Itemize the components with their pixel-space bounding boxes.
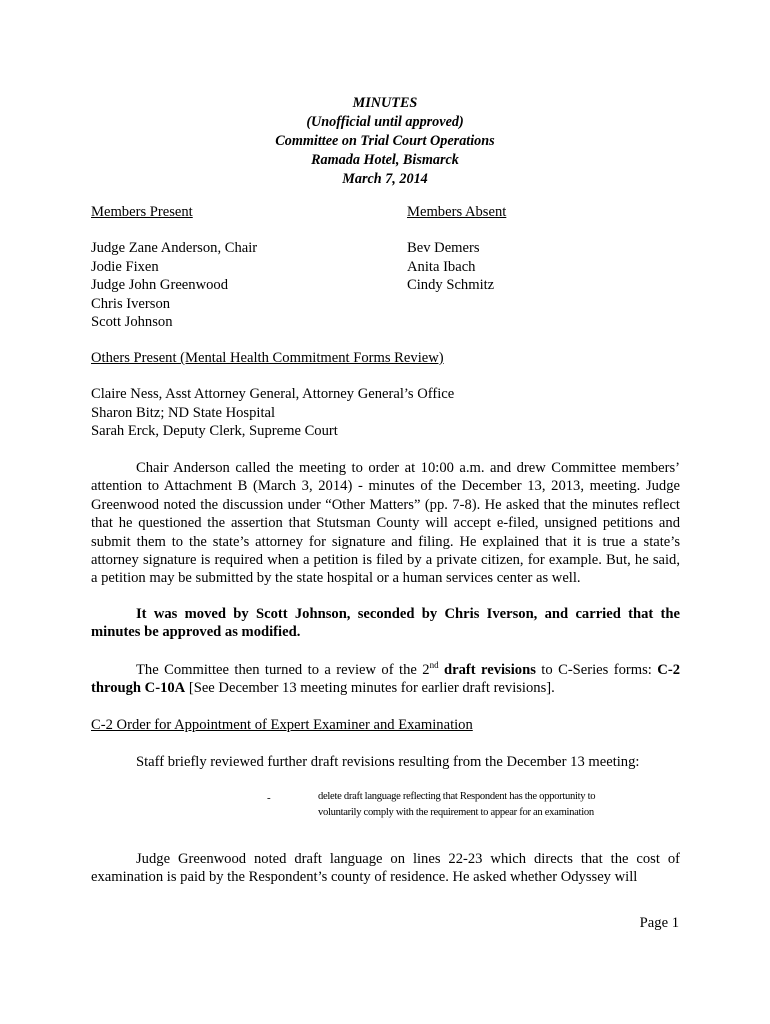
member-name: Jodie Fixen (91, 258, 159, 275)
header-committee: Committee on Trial Court Operations (275, 133, 495, 149)
review-text-b: draft revisions (438, 662, 536, 678)
opening-paragraph: Chair Anderson called the meeting to order at 10:00 a.m. and drew Committee members’ attention to Attachment B (March 3, 2014) - minutes of the December 13, 2013, meeting. Judge Greenwood noted the discussion under “Other Matters” (pp. 7-8). He asked that the minutes reflect that he questioned the assertion that Stutsman County will accept e-filed, unsigned petitions and submit them to the state’s attorney for signature and filing. He explained that it is true a state’s attorney signature is required when a petition is filed by a private citizen, for example. But, he said, a petition may be submitted by the state hospital or a human services center as well. (91, 460, 680, 587)
members-present-heading: Members Present (91, 204, 193, 220)
page-number: Page 1 (639, 915, 679, 931)
others-present (91, 349, 681, 441)
absent-name: Bev Demers (407, 240, 480, 257)
members-present (91, 203, 257, 331)
header-date: March 7, 2014 (342, 171, 428, 187)
others-present-heading: Others Present (Mental Health Commitment Forms Review) (91, 350, 444, 366)
other-name: Sarah Erck, Deputy Clerk, Supreme Court (91, 423, 338, 440)
minutes-header (0, 94, 770, 189)
header-title: MINUTES (352, 95, 418, 111)
other-name: Sharon Bitz; ND State Hospital (91, 404, 276, 421)
section-heading: C-2 Order for Appointment of Expert Examiner and Examination (91, 717, 473, 733)
review-text-c: to C-Series forms: (535, 662, 658, 678)
other-name: Claire Ness, Asst Attorney General, Attorney General’s Office (91, 386, 455, 403)
member-name: Scott Johnson (91, 314, 173, 331)
header-location: Ramada Hotel, Bismarck (311, 152, 459, 168)
review-paragraph (91, 661, 680, 698)
closing-paragraph: Judge Greenwood noted draft language on lines 22-23 which directs that the cost of examination is paid by the Respondent’s county of residence. He asked whether Odyssey will (91, 851, 680, 886)
members-absent-heading: Members Absent (407, 204, 507, 220)
absent-name: Anita Ibach (407, 258, 476, 275)
bullet-text: delete draft language reflecting that Respondent has the opportunity to voluntarily comply with the requirement to appear for an examination (318, 791, 596, 818)
header-status: (Unofficial until approved) (306, 114, 464, 130)
review-text-e: [See December 13 meeting minutes for earlier draft revisions]. (185, 680, 555, 697)
staff-review-line: Staff briefly reviewed further draft revisions resulting from the December 13 meeting: (136, 754, 640, 770)
motion-paragraph: It was moved by Scott Johnson, seconded by Chris Iverson, and carried that the minutes be approved as modified. (91, 606, 680, 641)
ordinal-suffix: nd (429, 660, 439, 671)
absent-name: Cindy Schmitz (407, 277, 495, 294)
members-absent (407, 203, 506, 295)
review-text-a: The Committee then turned to a review of the 2 (136, 662, 430, 678)
member-name: Judge John Greenwood (91, 277, 228, 294)
review-text-d: C-2 through C-10A (91, 662, 680, 697)
member-name: Chris Iverson (91, 295, 171, 312)
member-name: Judge Zane Anderson, Chair (91, 240, 258, 257)
bullet-dash: - (267, 792, 271, 804)
